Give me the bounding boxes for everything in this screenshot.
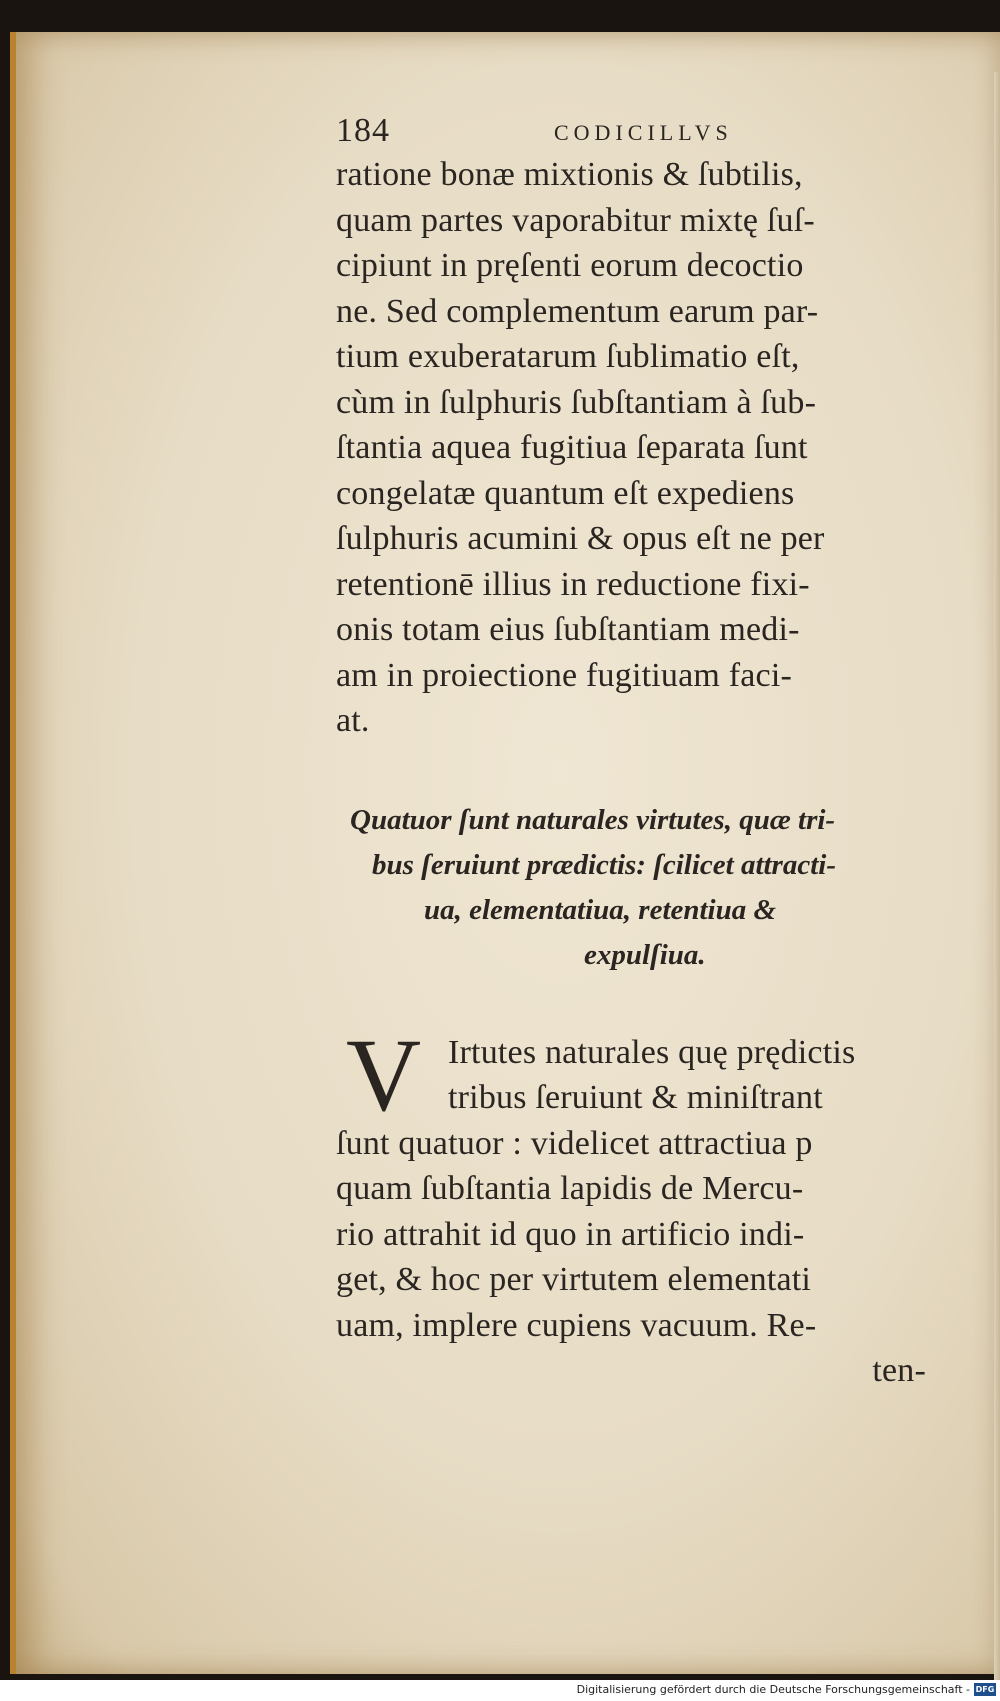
- text-line: Irtutes naturales quę prędictis: [448, 1033, 856, 1071]
- text-line: rio attrahit id quo in artificio indi-: [336, 1215, 805, 1253]
- text-line: tium exuberatarum ſublimatio eſt,: [336, 338, 800, 375]
- text-line: quam ſubſtantia lapidis de Mercu-: [336, 1170, 804, 1207]
- text-line: ne. Sed complementum earum par-: [336, 292, 819, 330]
- text-line: quam partes vaporabitur mixtę ſuſ-: [336, 201, 815, 239]
- text-line: get, & hoc per virtutem elementati: [336, 1261, 812, 1298]
- dfg-logo: DFG: [975, 1685, 995, 1694]
- running-title: CODICILLVS: [554, 120, 733, 145]
- page-edge: [994, 72, 1000, 1692]
- funding-credit: Digitalisierung gefördert durch die Deutsche Forschungsgemeinschaft -: [576, 1683, 970, 1696]
- text-line: congelatæ quantum eſt expediens: [336, 474, 795, 512]
- text-line: am in proiectione fugitiuam faci-: [336, 656, 792, 694]
- heading-line: Quatuor ſunt naturales virtutes, quæ tri-: [350, 803, 836, 836]
- heading-line: ua, elementatiua, retentiua &: [424, 893, 777, 926]
- text-line: ratione bonæ mixtionis & ſubtilis,: [336, 156, 803, 193]
- text-line: ſtantia aquea fugitiua ſeparata ſunt: [336, 429, 808, 466]
- text-line: ſulphuris acumini & opus eſt ne per: [336, 520, 825, 557]
- footer-bar: [0, 1680, 1000, 1701]
- heading-line: bus ſeruiunt prædictis: ſcilicet attracti-: [372, 848, 836, 881]
- text-line: cipiunt in pręſenti eorum decoctio: [336, 247, 804, 284]
- text-line: ſunt quatuor : videlicet attractiua p: [336, 1124, 813, 1162]
- text-block: [336, 112, 956, 1394]
- text-line: cùm in ſulphuris ſubſtantiam à ſub-: [336, 383, 817, 421]
- drop-cap: V: [346, 1017, 422, 1133]
- heading-line: expulſiua.: [584, 938, 706, 971]
- running-head: [336, 112, 956, 152]
- section-heading: [336, 798, 956, 978]
- catchword: ten-: [872, 1352, 926, 1389]
- text-line: retentionē illius in reductione fixi-: [336, 565, 810, 603]
- text-line: tribus ſeruiunt & miniſtrant: [448, 1079, 823, 1116]
- text-line: onis totam eius ſubſtantiam medi-: [336, 611, 800, 648]
- text-line: uam, implere cupiens vacuum. Re-: [336, 1306, 817, 1344]
- text-line: at.: [336, 702, 370, 739]
- page-number: 184: [336, 112, 390, 149]
- paragraph-1: [336, 152, 956, 744]
- paragraph-2: [336, 1017, 956, 1394]
